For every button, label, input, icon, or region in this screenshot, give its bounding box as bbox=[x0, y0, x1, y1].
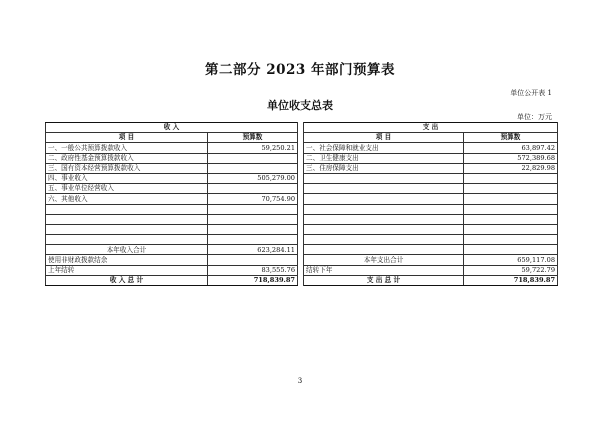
income-header: 收 入 bbox=[46, 123, 298, 133]
income-amount bbox=[208, 163, 298, 173]
budget-table bbox=[45, 122, 558, 286]
income-amount: 70,754.90 bbox=[208, 194, 298, 204]
expense-amount: 572,389.68 bbox=[464, 153, 558, 163]
table-row bbox=[46, 143, 558, 153]
income-item: 一、一般公共预算拨款收入 bbox=[46, 143, 208, 153]
expense-subtotal-label: 本年支出合计 bbox=[304, 255, 464, 265]
expense-subtotal-amount: 659,117.08 bbox=[464, 255, 558, 265]
income-item bbox=[46, 214, 208, 224]
expense-budget-column-header: 预算数 bbox=[464, 133, 558, 143]
table-row bbox=[46, 173, 558, 183]
income-amount bbox=[208, 184, 298, 194]
expense-amount bbox=[464, 173, 558, 183]
table-row bbox=[46, 214, 558, 224]
income-item bbox=[46, 235, 208, 245]
income-amount bbox=[208, 204, 298, 214]
nonfiscal-label: 使用非财政拨款结余 bbox=[46, 255, 208, 265]
income-subtotal-row bbox=[46, 245, 558, 255]
income-item bbox=[46, 224, 208, 234]
income-subtotal-label: 本年收入合计 bbox=[46, 245, 208, 255]
income-item bbox=[46, 204, 208, 214]
income-amount bbox=[208, 214, 298, 224]
expense-item: 三、住房保障支出 bbox=[304, 163, 464, 173]
income-item: 三、国有资本经营预算拨款收入 bbox=[46, 163, 208, 173]
nonfiscal-row bbox=[46, 255, 558, 265]
form-code: 单位公开表 1 bbox=[510, 89, 552, 97]
income-amount: 59,250.21 bbox=[208, 143, 298, 153]
expense-header: 支 出 bbox=[304, 123, 558, 133]
unit-label: 单位：万元 bbox=[517, 113, 552, 121]
income-item-column-header: 项 目 bbox=[46, 133, 208, 143]
expense-item bbox=[304, 235, 464, 245]
table-row bbox=[46, 153, 558, 163]
expense-item: 一、社会保障和就业支出 bbox=[304, 143, 464, 153]
expense-item bbox=[304, 214, 464, 224]
income-item: 五、事业单位经营收入 bbox=[46, 184, 208, 194]
expense-amount bbox=[464, 184, 558, 194]
expense-total-label: 支 出 总 计 bbox=[304, 275, 464, 285]
expense-item bbox=[304, 224, 464, 234]
expense-amount bbox=[464, 214, 558, 224]
column-header-row bbox=[46, 133, 558, 143]
income-amount bbox=[208, 224, 298, 234]
expense-amount bbox=[464, 245, 558, 255]
income-item: 二、政府性基金预算拨款收入 bbox=[46, 153, 208, 163]
section-header-row bbox=[46, 123, 558, 133]
carry-in-label: 上年结转 bbox=[46, 265, 208, 275]
table-row bbox=[46, 194, 558, 204]
nonfiscal-amount bbox=[208, 255, 298, 265]
expense-amount bbox=[464, 194, 558, 204]
carry-out-amount: 59,722.79 bbox=[464, 265, 558, 275]
grand-total-row bbox=[46, 275, 558, 285]
part-title: 第二部分 2023 年部门预算表 bbox=[205, 62, 395, 78]
expense-item bbox=[304, 173, 464, 183]
table-title: 单位收支总表 bbox=[267, 99, 333, 112]
income-total-label: 收 入 总 计 bbox=[46, 275, 208, 285]
table-row bbox=[46, 163, 558, 173]
expense-item-column-header: 项 目 bbox=[304, 133, 464, 143]
expense-total-amount: 718,839.87 bbox=[464, 275, 558, 285]
income-item: 六、其他收入 bbox=[46, 194, 208, 204]
table-row bbox=[46, 184, 558, 194]
expense-item bbox=[304, 194, 464, 204]
expense-amount bbox=[464, 204, 558, 214]
income-amount bbox=[208, 235, 298, 245]
page-number: 3 bbox=[297, 377, 303, 385]
table-row bbox=[46, 204, 558, 214]
expense-amount bbox=[464, 235, 558, 245]
carry-in-amount: 83,555.76 bbox=[208, 265, 298, 275]
income-amount bbox=[208, 153, 298, 163]
table-row bbox=[46, 224, 558, 234]
expense-item bbox=[304, 204, 464, 214]
expense-amount: 22,829.98 bbox=[464, 163, 558, 173]
income-item: 四、事业收入 bbox=[46, 173, 208, 183]
expense-item bbox=[304, 245, 464, 255]
income-amount: 505,279.00 bbox=[208, 173, 298, 183]
expense-amount: 63,897.42 bbox=[464, 143, 558, 153]
expense-amount bbox=[464, 224, 558, 234]
table-row bbox=[46, 235, 558, 245]
expense-item bbox=[304, 184, 464, 194]
carry-out-label: 结转下年 bbox=[304, 265, 464, 275]
expense-item: 二、卫生健康支出 bbox=[304, 153, 464, 163]
carry-over-row bbox=[46, 265, 558, 275]
income-budget-column-header: 预算数 bbox=[208, 133, 298, 143]
income-subtotal-amount: 623,284.11 bbox=[208, 245, 298, 255]
income-total-amount: 718,839.87 bbox=[208, 275, 298, 285]
